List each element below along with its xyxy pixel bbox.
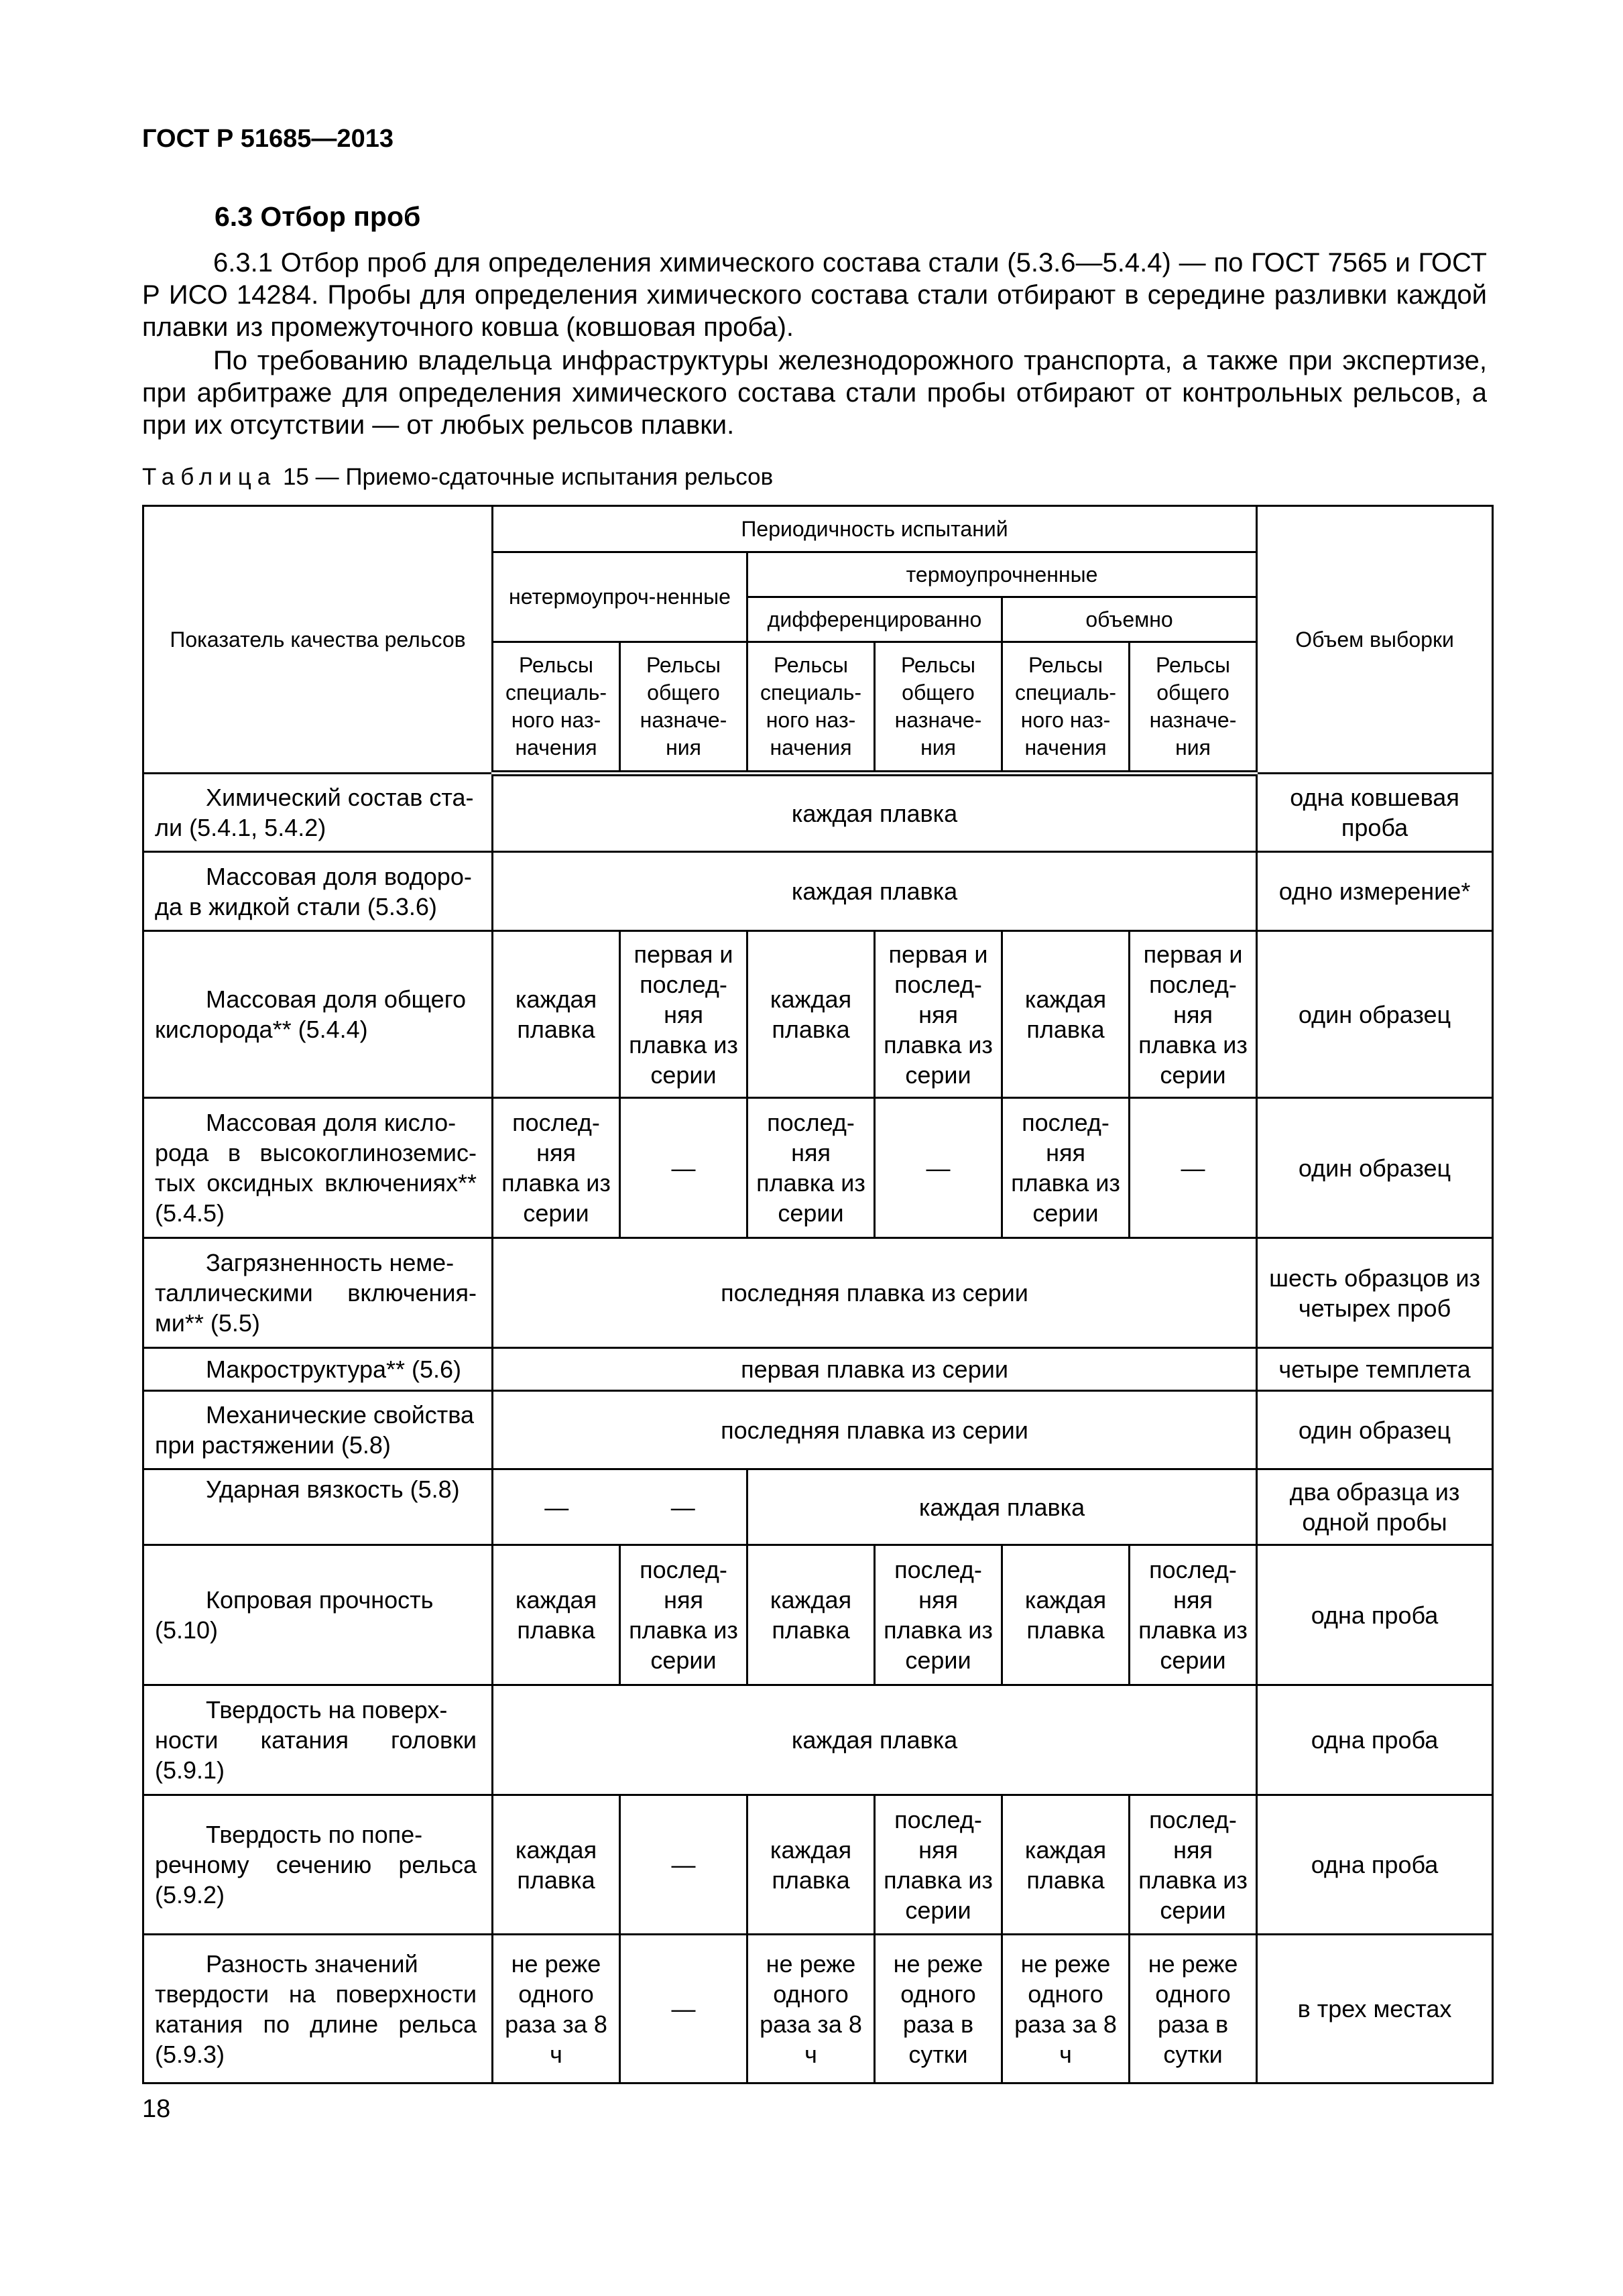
- table-cell: каждая плавка: [493, 774, 1257, 852]
- table-cell-sample: одна проба: [1257, 1545, 1493, 1685]
- row-indicator: Массовая доля общего кислорода** (5.4.4): [143, 931, 493, 1098]
- table-cell: послед-няя плавка из серии: [1002, 1098, 1130, 1238]
- header-indicator: Показатель качества рельсов: [143, 506, 493, 774]
- table-cell: —: [620, 1098, 747, 1238]
- table-cell: послед-няя плавка из серии: [1130, 1795, 1257, 1935]
- header-general-rails: Рельсы общего назначе-ния: [875, 642, 1002, 774]
- table-cell: первая плавка из серии: [493, 1348, 1257, 1391]
- table-cell: каждая плавка: [747, 1469, 1257, 1545]
- table-cell: не реже одного раза в сутки: [875, 1935, 1002, 2083]
- table-row: [143, 1469, 1493, 1545]
- row-indicator: Механические свойства при растяжении (5.8): [143, 1391, 493, 1469]
- table-cell: послед-няя плавка из серии: [1130, 1545, 1257, 1685]
- table-cell-sample: одна проба: [1257, 1685, 1493, 1795]
- table-cell: каждая плавка: [747, 931, 875, 1098]
- table-row: [143, 1545, 1493, 1685]
- table-cell: каждая плавка: [747, 1545, 875, 1685]
- table-row: [143, 1238, 1493, 1348]
- header-special-rails: Рельсы специаль-ного наз-начения: [1002, 642, 1130, 774]
- row-indicator: Твердость по попе- речному сечению рельса (5.9.2): [143, 1795, 493, 1935]
- table-cell: каждая плавка: [747, 1795, 875, 1935]
- header-sample-size: Объем выборки: [1257, 506, 1493, 774]
- table-cell: —: [620, 1935, 747, 2083]
- row-indicator: Разность значений твердости на поверхности катания по длине рельса (5.9.3): [143, 1935, 493, 2083]
- table-cell: каждая плавка: [493, 1545, 620, 1685]
- table-cell-sample: шесть образцов из четырех проб: [1257, 1238, 1493, 1348]
- table-row: [143, 1391, 1493, 1469]
- table-cell: послед-няя плавка из серии: [875, 1545, 1002, 1685]
- acceptance-tests-table: [142, 505, 1494, 2084]
- table-row: [143, 774, 1493, 852]
- table-cell-sample: один образец: [1257, 1391, 1493, 1469]
- table-cell: не реже одного раза за 8 ч: [493, 1935, 620, 2083]
- table-cell: послед-няя плавка из серии: [620, 1545, 747, 1685]
- table-cell: каждая плавка: [493, 931, 620, 1098]
- table-cell: каждая плавка: [493, 1795, 620, 1935]
- table-cell: —: [875, 1098, 1002, 1238]
- table-caption-text: 15 — Приемо-сдаточные испытания рельсов: [276, 464, 774, 490]
- table-cell: не реже одного раза за 8 ч: [747, 1935, 875, 2083]
- table-cell: —: [493, 1469, 620, 1545]
- row-indicator: Массовая доля кисло- рода в высокоглиноземис-тых оксидных включениях** (5.4.5): [143, 1098, 493, 1238]
- row-indicator: Копровая прочность (5.10): [143, 1545, 493, 1685]
- table-cell: последняя плавка из серии: [493, 1238, 1257, 1348]
- header-periodicity: Периодичность испытаний: [493, 506, 1257, 552]
- table-cell-sample: в трех местах: [1257, 1935, 1493, 2083]
- table-cell-sample: один образец: [1257, 1098, 1493, 1238]
- table-cell: —: [620, 1469, 747, 1545]
- header-volumetric: объемно: [1002, 597, 1257, 642]
- row-indicator: Загрязненность неме- таллическими включения-ми** (5.5): [143, 1238, 493, 1348]
- paragraph-2: По требованию владельца инфраструктуры железнодорожного транспорта, а также при экспертизе, при арбитраже для определения химического состава стали пробы отбирают от контрольных рельсов, а при их отсутствии — от любых рельсов плавки.: [142, 346, 1487, 440]
- header-hardened: термоупрочненные: [747, 552, 1257, 597]
- document-header: ГОСТ Р 51685—2013: [142, 125, 394, 153]
- table-cell: каждая плавка: [1002, 1545, 1130, 1685]
- table-cell-sample: один образец: [1257, 931, 1493, 1098]
- table-cell: последняя плавка из серии: [493, 1391, 1257, 1469]
- table-row: [143, 852, 1493, 931]
- table-cell: первая и послед-няя плавка из серии: [1130, 931, 1257, 1098]
- table-row: [143, 1795, 1493, 1935]
- table-cell: послед-няя плавка из серии: [875, 1795, 1002, 1935]
- row-indicator: Ударная вязкость (5.8): [143, 1469, 493, 1545]
- table-row: [143, 1348, 1493, 1391]
- row-indicator: Химический состав ста- ли (5.4.1, 5.4.2): [143, 774, 493, 852]
- table-cell: не реже одного раза в сутки: [1130, 1935, 1257, 2083]
- header-special-rails: Рельсы специаль-ного наз-начения: [747, 642, 875, 774]
- table-row: [143, 1098, 1493, 1238]
- table-cell-sample: одна ковшевая проба: [1257, 774, 1493, 852]
- row-indicator: Твердость на поверх- ности катания головки (5.9.1): [143, 1685, 493, 1795]
- table-row: [143, 1685, 1493, 1795]
- section-title: 6.3 Отбор проб: [215, 201, 421, 232]
- table-cell-sample: одна проба: [1257, 1795, 1493, 1935]
- header-special-rails: Рельсы специаль-ного наз-начения: [493, 642, 620, 774]
- row-indicator: Макроструктура** (5.6): [143, 1348, 493, 1391]
- table-cell: каждая плавка: [493, 1685, 1257, 1795]
- table-caption-label: Таблица: [142, 464, 277, 490]
- table-cell-sample: два образца из одной пробы: [1257, 1469, 1493, 1545]
- table-cell: послед-няя плавка из серии: [493, 1098, 620, 1238]
- table-cell: послед-няя плавка из серии: [747, 1098, 875, 1238]
- table-row: [143, 1935, 1493, 2083]
- table-cell: —: [620, 1795, 747, 1935]
- table-cell: каждая плавка: [1002, 1795, 1130, 1935]
- table-cell: не реже одного раза за 8 ч: [1002, 1935, 1130, 2083]
- header-non-hardened: нетермоупроч-ненные: [493, 552, 747, 642]
- page-number: 18: [142, 2095, 171, 2123]
- header-differentiated: дифференцированно: [747, 597, 1002, 642]
- table-cell: каждая плавка: [1002, 931, 1130, 1098]
- header-general-rails: Рельсы общего назначе-ния: [1130, 642, 1257, 774]
- table-cell: первая и послед-няя плавка из серии: [620, 931, 747, 1098]
- table-row: [143, 931, 1493, 1098]
- table-cell: каждая плавка: [493, 852, 1257, 931]
- header-general-rails: Рельсы общего назначе-ния: [620, 642, 747, 774]
- table-cell-sample: одно измерение*: [1257, 852, 1493, 931]
- table-cell-sample: четыре темплета: [1257, 1348, 1493, 1391]
- table-caption: [142, 464, 773, 491]
- row-indicator: Массовая доля водоро- да в жидкой стали (5.3.6): [143, 852, 493, 931]
- table-cell: —: [1130, 1098, 1257, 1238]
- paragraph-1: 6.3.1 Отбор проб для определения химического состава стали (5.3.6—5.4.4) — по ГОСТ 7565 и ГОСТ Р ИСО 14284. Пробы для определения химического состава стали отбирают в середине разливки каждой плавки из промежуточного ковша (ковшовая проба).: [142, 248, 1487, 342]
- table-cell: первая и послед-няя плавка из серии: [875, 931, 1002, 1098]
